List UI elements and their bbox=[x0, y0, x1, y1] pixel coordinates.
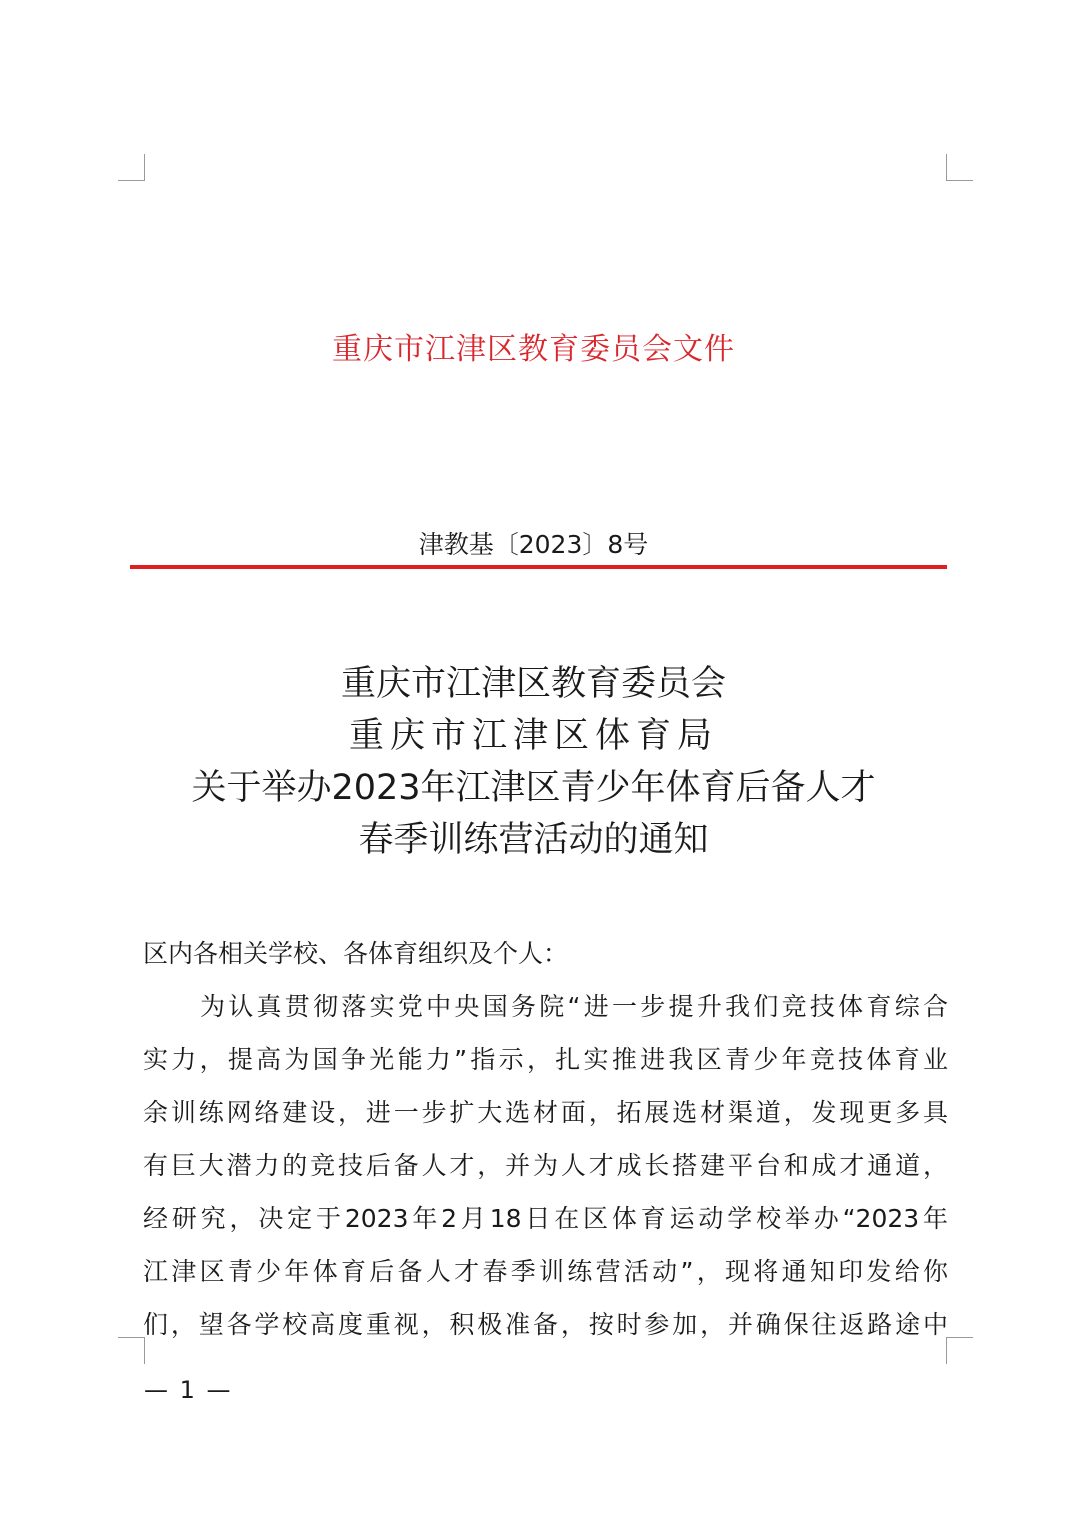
title-line: 关于举办2023年江津区青少年体育后备人才 bbox=[191, 768, 876, 808]
title-line: 春季训练营活动的通知 bbox=[358, 820, 709, 860]
body-line: 们，望各学校高度重视，积极准备，按时参加，并确保往返路途中 bbox=[143, 1310, 948, 1339]
title-line: 重庆市江津区教育委员会 bbox=[340, 664, 726, 704]
document-title bbox=[0, 658, 1067, 866]
body-line: 为认真贯彻落实党中央国务院“进一步提升我们竞技体育综合 bbox=[200, 992, 948, 1021]
page-number: — 1 — bbox=[144, 1376, 233, 1404]
issuer-header: 重庆市江津区教育委员会文件 bbox=[332, 332, 735, 367]
body-line: 有巨大潜力的竞技后备人才，并为人才成长搭建平台和成才通道， bbox=[143, 1151, 948, 1180]
crop-mark-top-left bbox=[118, 154, 145, 181]
salutation: 区内各相关学校、各体育组织及个人： bbox=[143, 939, 569, 968]
red-divider-rule bbox=[130, 565, 947, 569]
body-line: 经研究，决定于2023年2月18日在区体育运动学校举办“2023年 bbox=[143, 1204, 948, 1233]
crop-mark-bottom-left bbox=[118, 1337, 145, 1364]
body-line: 实力，提高为国争光能力”指示，扎实推进我区青少年竞技体育业 bbox=[143, 1045, 948, 1074]
title-line: 重庆市江津区体育局 bbox=[348, 716, 718, 756]
document-number: 津教基〔2023〕8号 bbox=[418, 530, 649, 559]
document-body bbox=[143, 927, 948, 1351]
crop-mark-top-right bbox=[946, 154, 973, 181]
crop-mark-bottom-right bbox=[946, 1337, 973, 1364]
body-line: 江津区青少年体育后备人才春季训练营活动”，现将通知印发给你 bbox=[143, 1257, 948, 1286]
body-line: 余训练网络建设，进一步扩大选材面，拓展选材渠道，发现更多具 bbox=[143, 1098, 948, 1127]
